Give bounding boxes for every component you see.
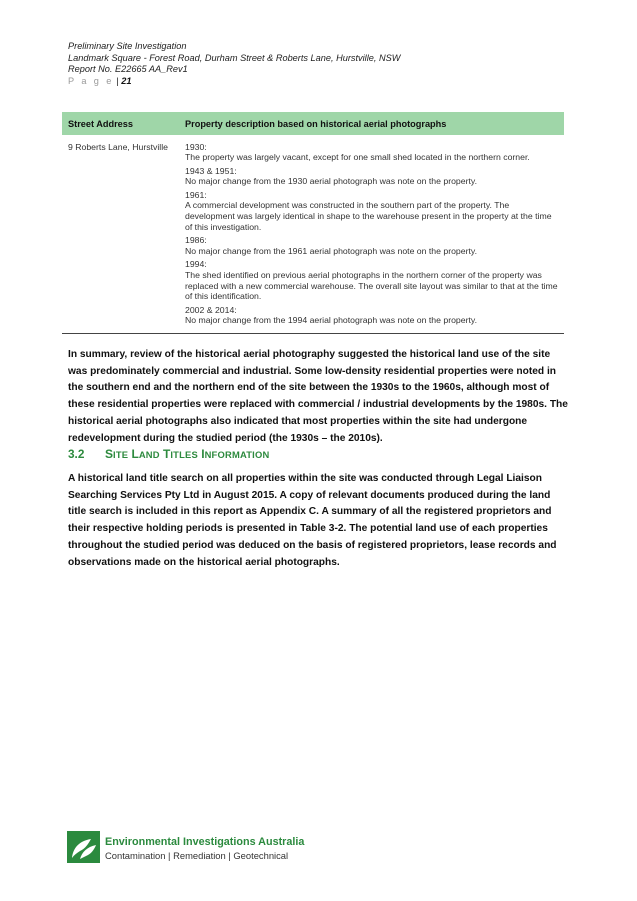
page-number: 21 — [121, 75, 132, 86]
appendix-reference: Appendix C — [259, 506, 317, 518]
summary-paragraph: In summary, review of the historical aerial photography suggested the historical land use of the site was predominately commercial and industrial. Some low-density residential properties were noted in the southern end and the northern end of the site between the 1930s to the 1960s, although most of these residential properties were replaced with commercial / industrial developments by the 1980s. The historical aerial photographs also indicated that most properties within the site had undergone redevelopment during the studied period (the 1930s – the 2010s). — [68, 349, 568, 444]
list-item — [185, 190, 558, 232]
entry-text: No major change from the 1994 aerial photograph was note on the property. — [185, 315, 478, 326]
heading-rest: ITLES — [170, 449, 198, 460]
heading-initial: L — [131, 447, 139, 461]
running-header — [68, 41, 400, 87]
list-item — [185, 235, 558, 256]
leaf-logo-icon — [67, 831, 100, 863]
header-site-name: Landmark Square - Forest Road, Durham Street & Roberts Lane, Hurstville, NSW — [68, 52, 401, 63]
table-row — [62, 135, 564, 334]
land-title-paragraph — [68, 471, 568, 571]
company-name: Environmental Investigations Australia — [105, 836, 305, 848]
table-reference: Table 3-2 — [300, 523, 344, 535]
aerial-photo-table — [62, 112, 564, 334]
table-header-row — [62, 113, 564, 135]
heading-initial: I — [201, 447, 205, 461]
entry-year: 2002 & 2014: — [185, 304, 237, 315]
heading-rest: NFORMATION — [204, 449, 270, 460]
list-item — [185, 166, 558, 187]
header-report-number: Report No. E22665 AA_Rev1 — [68, 64, 188, 75]
entry-year: 1961: — [185, 189, 207, 200]
page-indicator — [68, 76, 400, 88]
heading-rest: AND — [138, 449, 160, 460]
column-header-property-description: Property description based on historical aerial photographs — [179, 113, 564, 135]
body-text: A historical land title search on all properties within the site was conducted through Legal Liaison Searching Services Pty Ltd in August 2015. A copy of relevant documents produced during the land title search is included in this report as — [68, 473, 551, 518]
entry-text: A commercial development was constructed in the southern part of the property. The development was largely identical in shape to the warehouse present in the property at the time of this investigation. — [185, 200, 552, 232]
entry-text: The shed identified on previous aerial photographs in the northern corner of the property was replaced with a new commercial warehouse. The overall site layout was similar to that at the time of this identification. — [185, 270, 558, 302]
header-report-type: Preliminary Site Investigation — [68, 41, 187, 51]
company-tagline: Contamination | Remediation | Geotechnical — [105, 850, 289, 861]
body-text: . A summary of all the registered proprietors and their respective holding periods is presented in — [68, 506, 552, 535]
page-label: P a g e — [68, 75, 114, 86]
column-header-street-address: Street Address — [62, 113, 179, 135]
entry-text: No major change from the 1961 aerial photograph was note on the property. — [185, 245, 478, 256]
cell-property-description — [179, 135, 564, 334]
entry-year: 1943 & 1951: — [185, 165, 237, 176]
heading-initial: S — [105, 447, 114, 461]
list-item — [185, 305, 558, 326]
list-item — [185, 142, 558, 163]
list-item — [185, 259, 558, 301]
entry-text: No major change from the 1930 aerial photograph was note on the property. — [185, 176, 478, 187]
entry-text: The property was largely vacant, except for one small shed located in the northern corner. — [185, 152, 530, 163]
heading-initial: T — [163, 447, 171, 461]
heading-rest: ITE — [113, 449, 129, 460]
cell-street-address: 9 Roberts Lane, Hurstville — [62, 135, 179, 334]
section-number: 3.2 — [68, 447, 85, 461]
entry-year: 1986: — [185, 235, 207, 246]
section-heading — [68, 447, 269, 461]
body-text: . The potential land use of each properties throughout the studied period was deduced on the basis of registered proprietors, lease records and observations made on the historical aerial photographs. — [68, 523, 557, 568]
entry-year: 1994: — [185, 259, 207, 270]
page-separator: | — [116, 75, 119, 86]
entry-year: 1930: — [185, 141, 207, 152]
